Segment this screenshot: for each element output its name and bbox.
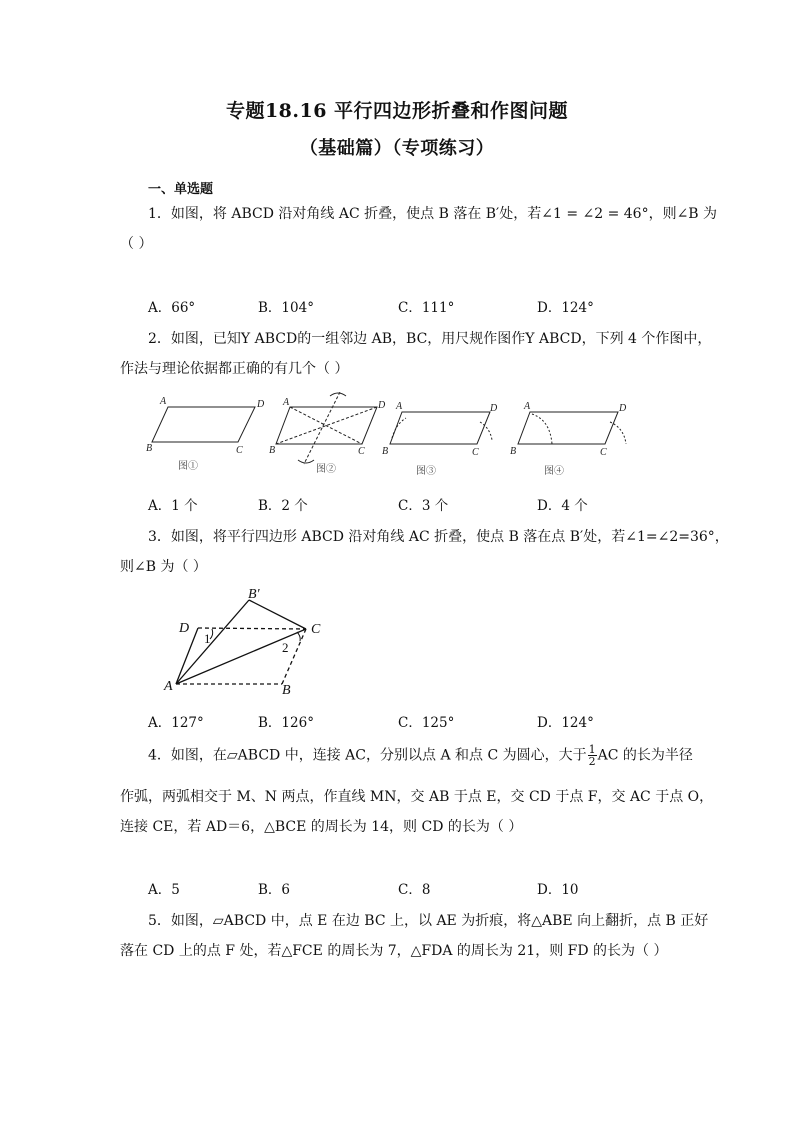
svg-text:B: B <box>382 446 389 457</box>
q4-stem-line3: 连接 CE，若 AD＝6，△BCE 的周长为 14，则 CD 的长为（ ） <box>120 819 523 835</box>
svg-text:C: C <box>236 445 243 456</box>
svg-text:B: B <box>269 445 276 456</box>
q3-label-c: C <box>311 622 321 637</box>
svg-text:B: B <box>146 443 153 454</box>
svg-text:D: D <box>619 403 627 414</box>
q3-option-d[interactable]: D．124° <box>537 715 594 731</box>
q1-stem-line1: 1．如图，将 ABCD 沿对角线 AC 折叠，使点 B 落在 B′处，若∠1 = ∠2 = 46°，则∠B 为 <box>148 206 718 222</box>
section-heading: 一、单选题 <box>148 182 214 197</box>
q4-option-b[interactable]: B．6 <box>258 882 291 898</box>
svg-text:D: D <box>490 403 498 414</box>
q2-option-a[interactable]: A．1 个 <box>148 498 198 514</box>
svg-text:C: C <box>600 447 607 458</box>
q5-stem-line2: 落在 CD 上的点 F 处，若△FCE 的周长为 7，△FDA 的周长为 21，则 FD 的长为（ ） <box>120 943 668 959</box>
q4-option-a[interactable]: A．5 <box>148 882 180 898</box>
q4-option-c[interactable]: C．8 <box>398 882 431 898</box>
svg-text:A: A <box>160 396 167 407</box>
q2-figures <box>140 392 660 484</box>
q3-stem-line2: 则∠B 为（ ） <box>120 559 207 575</box>
q4-stem-line1-part2: AC 的长为半径 <box>597 747 693 764</box>
q3-angle-2: 2 <box>282 640 289 655</box>
q3-label-b: B <box>282 683 291 698</box>
q3-option-c[interactable]: C．125° <box>398 715 455 731</box>
q2-fig-label-2: 图② <box>316 464 336 475</box>
svg-text:D: D <box>257 399 265 410</box>
q4-stem-line1-part1: 4．如图，在▱ABCD 中，连接 AC，分别以点 A 和点 C 为圆心，大于 <box>148 747 587 764</box>
q3-figure <box>156 582 346 700</box>
q3-label-a: A <box>164 679 173 694</box>
svg-text:B: B <box>510 446 517 457</box>
q5-stem-line1: 5．如图，▱ABCD 中，点 E 在边 BC 上，以 AE 为折痕，将△ABE 向上翻折，点 B 正好 <box>148 913 709 929</box>
q4-option-d[interactable]: D．10 <box>537 882 579 898</box>
q2-option-b[interactable]: B．2 个 <box>258 498 308 514</box>
q3-label-bprime: B′ <box>248 587 260 602</box>
q1-option-c[interactable]: C．111° <box>398 300 455 316</box>
page-title: 专题18.16 平行四边形折叠和作图问题 <box>225 100 569 122</box>
q1-option-b[interactable]: B．104° <box>258 300 314 316</box>
q2-figure-2 <box>269 392 389 475</box>
q2-fig-label-4: 图④ <box>544 466 564 477</box>
q4-fraction <box>588 744 597 767</box>
q2-figure-3 <box>382 401 498 477</box>
page-subtitle: （基础篇）（专项练习） <box>299 138 495 159</box>
q1-option-d[interactable]: D．124° <box>537 300 594 316</box>
q2-stem-line1: 2．如图，已知Y ABCD的一组邻边 AB，BC，用尺规作图作Y ABCD，下列 4 个作图中， <box>148 331 712 347</box>
q2-option-c[interactable]: C．3 个 <box>398 498 449 514</box>
q2-fig-label-3: 图③ <box>416 466 436 477</box>
q3-stem-line1: 3．如图，将平行四边形 ABCD 沿对角线 AC 折叠，使点 B 落在点 B′处，若∠1=∠2=36°， <box>148 529 729 545</box>
q4-stem-line2: 作弧，两弧相交于 M、N 两点，作直线 MN，交 AB 于点 E，交 CD 于点 F，交 AC 于点 O， <box>120 789 714 805</box>
q4-stem-line1 <box>148 744 693 767</box>
svg-text:A: A <box>524 401 531 412</box>
svg-text:C: C <box>358 446 365 457</box>
q2-figure-1 <box>146 396 265 472</box>
svg-text:A: A <box>283 397 290 408</box>
svg-text:C: C <box>472 447 479 458</box>
q1-option-a[interactable]: A．66° <box>148 300 196 316</box>
q2-stem-line2: 作法与理论依据都正确的有几个（ ） <box>120 361 349 377</box>
q3-option-b[interactable]: B．126° <box>258 715 314 731</box>
q3-option-a[interactable]: A．127° <box>148 715 204 731</box>
svg-text:A: A <box>396 401 403 412</box>
q3-label-d: D <box>179 621 190 636</box>
q2-figure-4 <box>510 401 627 477</box>
q2-option-d[interactable]: D．4 个 <box>537 498 588 514</box>
svg-text:D: D <box>378 400 386 411</box>
q4-fraction-numerator: 1 <box>588 743 596 756</box>
q4-fraction-denominator: 2 <box>588 755 596 768</box>
q2-fig-label-1: 图① <box>178 461 198 472</box>
q1-stem-line2: （ ） <box>120 236 153 252</box>
q3-angle-1: 1 <box>204 631 211 646</box>
